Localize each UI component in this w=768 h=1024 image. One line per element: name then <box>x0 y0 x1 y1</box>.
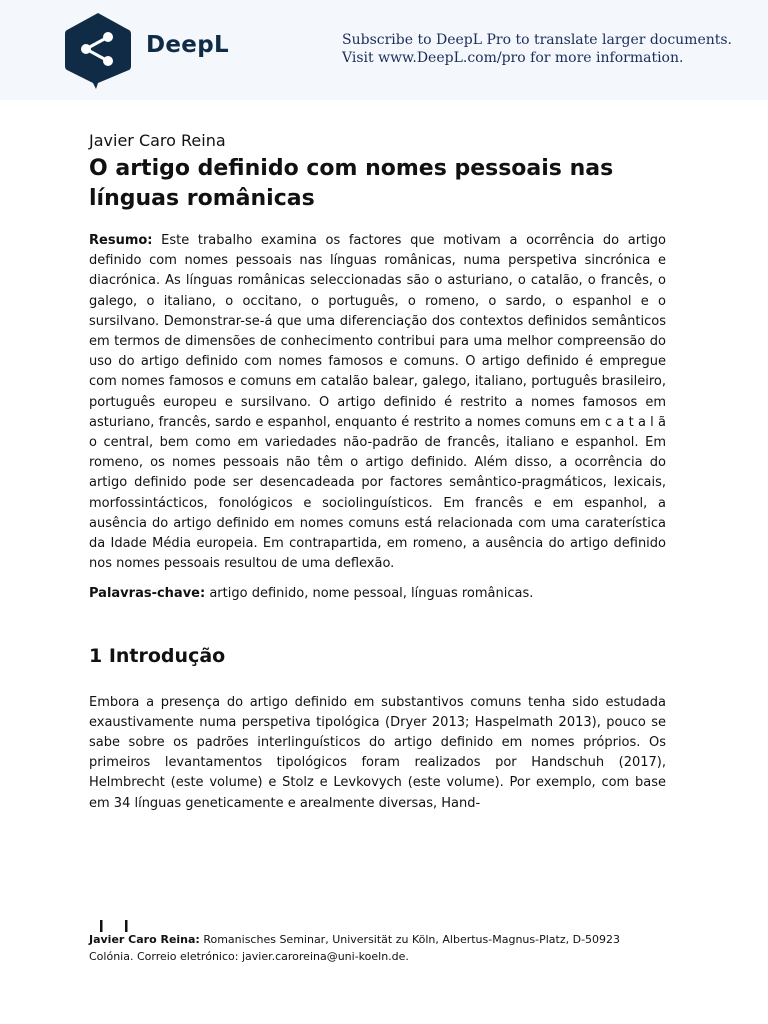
footnote-label: Javier Caro Reina: <box>89 933 200 946</box>
abstract-text: Este trabalho examina os factores que motivam a ocorrência do artigo definido com nomes pessoais nas línguas românicas, numa perspetiva sincrónica e diacrónica. As línguas românicas seleccionadas são o asturiano, o catalão, o francês, o galego, o italiano, o occitano, o português, o romeno, o sardo, o espanhol e o sursilvano. Demonstrar-se-á que uma diferenciação dos contextos definidos semânticos em termos de dimensões de conhecimento contribui para uma melhor compreensão do uso do artigo definido com nomes famosos e comuns. O artigo definido é empregue com nomes famosos e comuns em catalão balear, galego, italiano, português brasileiro, português europeu e sursilvano. O artigo definido é restrito a nomes famosos em asturiano, francês, sardo e espanhol, enquanto é restrito a nomes comuns em c a t a l ã o central, bem como em variedades não-padrão de francês, italiano e espanhol. Em romeno, os nomes pessoais não têm o artigo definido. Além disso, a ocorrência do artigo definido pode ser desencadeada por factores semântico-pragmáticos, lexicais, morfossintácticos, fonológicos e sociolinguísticos. Em francês e em espanhol, a ausência do artigo definido em nomes comuns está relacionada com uma caraterística da Idade Média europeia. Em contrapartida, em romeno, a ausência do artigo definido nos nomes pessoais resultou de uma deflexão. <box>89 233 666 572</box>
promo-visit-text: Visit <box>342 50 379 66</box>
promo-line-2 <box>342 49 742 67</box>
footnote-text: Romanisches Seminar, Universität zu Köln, Albertus-Magnus-Platz, D-50923 Colónia. Correio eletrónico: javier.caroreina@uni-koeln.de. <box>89 933 621 963</box>
author-name: Javier Caro Reina <box>89 131 226 150</box>
deepl-pro-link[interactable]: www.DeepL.com/pro <box>378 50 526 66</box>
promo-line-1: Subscribe to DeepL Pro to translate larger documents. <box>342 32 733 48</box>
promo-more-info-text: for more information. <box>525 50 684 66</box>
deepl-logo-text: DeepL <box>146 32 229 58</box>
deepl-logo-icon <box>63 11 133 89</box>
intro-paragraph: Embora a presença do artigo definido em substantivos comuns tenha sido estudada exaustivamente numa perspetiva tipológica (Dryer 2013; Haspelmath 2013), pouco se sabe sobre os padrões interlinguísticos do artigo definido em nomes próprios. Os primeiros levantamentos tipológicos foram realizados por Handschuh (2017), Helmbrecht (este volume) e Stolz e Levkovych (este volume). Por exemplo, com base em 34 línguas geneticamente e arealmente diversas, Hand- <box>89 694 666 811</box>
promo-message <box>342 31 742 67</box>
keywords-paragraph <box>89 584 666 604</box>
article-title: O artigo definido com nomes pessoais nas línguas românicas <box>89 156 614 211</box>
section-heading: 1 Introdução <box>89 644 226 667</box>
author-footnote <box>89 931 666 965</box>
document-body <box>89 130 666 814</box>
keywords-text: artigo definido, nome pessoal, línguas românicas. <box>205 586 534 602</box>
keywords-label: Palavras-chave: <box>89 586 206 602</box>
abstract-label: Resumo: <box>89 233 153 248</box>
deepl-banner <box>0 0 768 100</box>
abstract-paragraph <box>89 231 666 574</box>
